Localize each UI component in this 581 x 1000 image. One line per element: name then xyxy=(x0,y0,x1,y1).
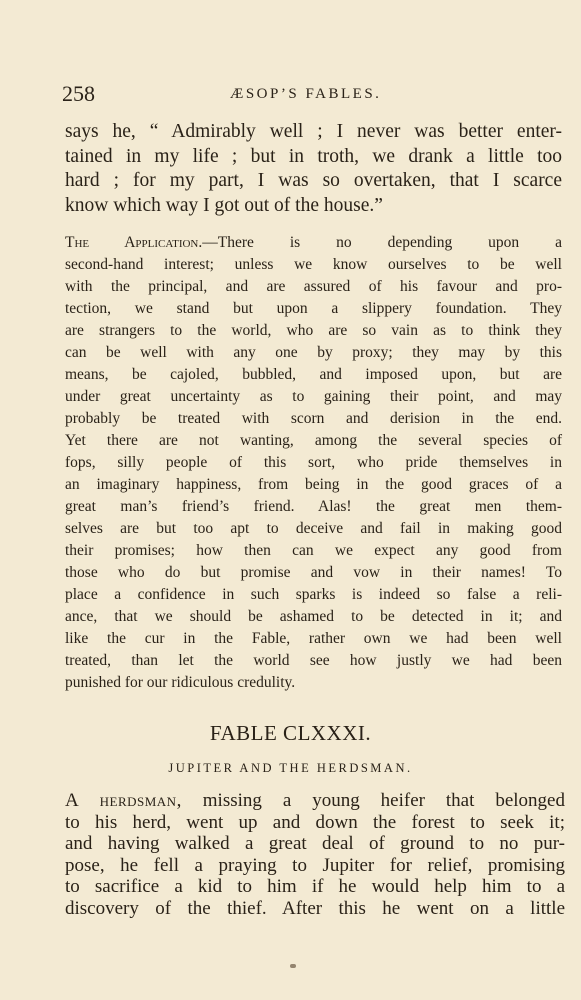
text-line: tained in my life ; but in troth, we drank a little too xyxy=(65,145,562,167)
text-line: are strangers to the world, who are so vain as to think they xyxy=(65,322,562,339)
text-line: discovery of the thief. After this he went on a little xyxy=(65,897,565,919)
text-line: like the cur in the Fable, rather own we had been well xyxy=(65,630,562,647)
continuation-paragraph xyxy=(65,120,562,218)
opening-word: A herdsman, xyxy=(65,790,182,811)
text-line: hard ; for my part, I was so overtaken, that I scarce xyxy=(65,170,562,191)
text-line: and having walked a great deal of ground to no pur- xyxy=(65,833,565,854)
running-head: ÆSOP’S FABLES. xyxy=(230,86,382,102)
application-paragraph xyxy=(65,232,562,694)
fable-title: FABLE CLXXXI. xyxy=(209,721,372,745)
text-line: Yet there are not wanting, among the several species of xyxy=(65,432,562,449)
text-line: A herdsman, missing a young heifer that belonged xyxy=(65,790,565,811)
text-line: The Application.—There is no depending upon a xyxy=(65,234,562,251)
page-header xyxy=(62,81,511,105)
text-line: great man’s friend’s friend. Alas! the great men them- xyxy=(65,498,562,515)
text-line: says he, “ Admirably well ; I never was better enter- xyxy=(65,121,562,142)
text-line: fops, silly people of this sort, who pride themselves in xyxy=(65,454,562,471)
text-line: punished for our ridiculous credulity. xyxy=(65,674,296,691)
fable-paragraph xyxy=(65,790,565,919)
text-line: means, be cajoled, bubbled, and imposed upon, but are xyxy=(65,366,562,383)
text-line: ance, that we should be ashamed to be detected in it; and xyxy=(65,608,562,625)
text-line: can be well with any one by proxy; they may by this xyxy=(65,344,562,361)
text-line: treated, than let the world see how justly we had been xyxy=(65,652,562,669)
text-line: probably be treated with scorn and derision in the end. xyxy=(65,410,562,427)
text-line: selves are but too apt to deceive and fail in making good xyxy=(65,520,562,537)
text-line: pose, he fell a praying to Jupiter for relief, promising xyxy=(65,854,565,876)
application-heading: The Application.— xyxy=(65,234,218,251)
text-line: tection, we stand but upon a slippery foundation. They xyxy=(65,300,562,317)
text-line: with the principal, and are assured of his favour and pro- xyxy=(65,278,562,295)
text-line: second-hand interest; unless we know ourselves to be well xyxy=(65,256,562,273)
text-line: to sacrifice a kid to him if he would help him to a xyxy=(65,876,565,897)
text-line: place a confidence in such sparks is indeed so false a reli- xyxy=(65,586,562,603)
text-line: know which way I got out of the house.” xyxy=(65,194,383,216)
fable-subtitle: JUPITER AND THE HERDSMAN. xyxy=(168,761,413,775)
text-line: to his herd, went up and down the forest to seek it; xyxy=(65,811,565,833)
text-line: their promises; how then can we expect any good from xyxy=(65,542,562,559)
ink-speck xyxy=(290,964,296,968)
text-line: under great uncertainty as to gaining their point, and may xyxy=(65,388,562,405)
page-number: 258 xyxy=(62,81,95,106)
text-line: an imaginary happiness, from being in the good graces of a xyxy=(65,476,562,493)
text-line: those who do but promise and vow in their names! To xyxy=(65,564,562,581)
